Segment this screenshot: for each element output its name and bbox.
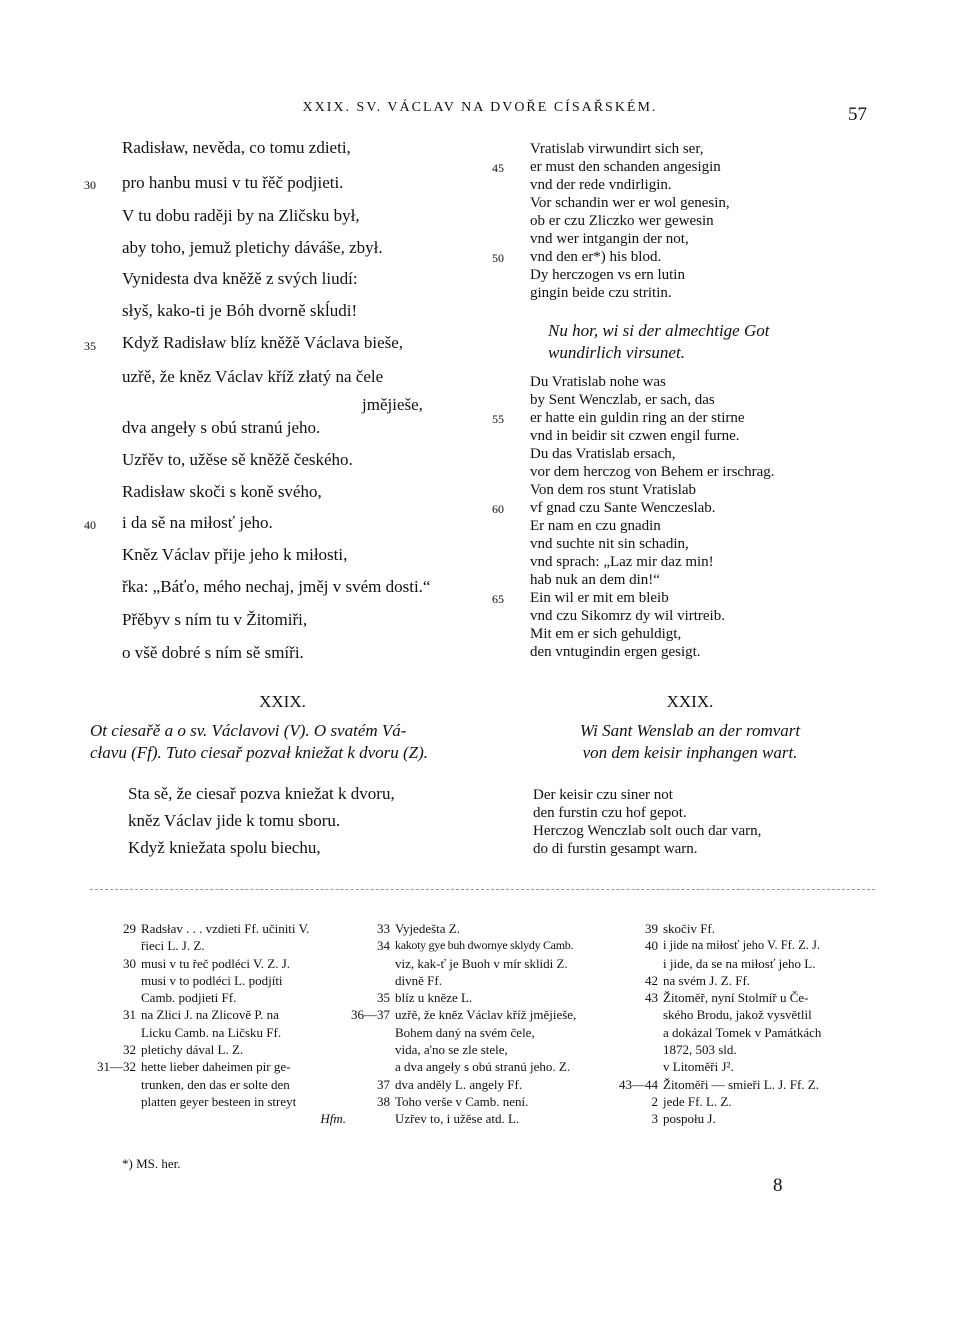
footnote-number: 32 bbox=[123, 1042, 136, 1058]
footnote-row bbox=[612, 1041, 882, 1058]
footnote-number bbox=[612, 955, 658, 972]
footnote-row bbox=[84, 989, 346, 1006]
footnotes-column-1 bbox=[84, 920, 346, 1128]
footnote-row bbox=[346, 1006, 636, 1023]
verse-line: do di furstin gesampt warn. bbox=[533, 841, 698, 857]
verse-line: vnd suchte nit sin schadin, bbox=[530, 536, 689, 552]
line-number: 35 bbox=[84, 339, 96, 353]
footnote-text: Žitoměři — smieři L. J. Ff. Z. bbox=[663, 1076, 819, 1092]
running-title: XXIX. SV. VÁCLAV NA DVOŘE CÍSAŘSKÉM. bbox=[302, 100, 658, 115]
verse-line: vnd wer intgangin der not, bbox=[530, 231, 689, 247]
verse-line: Vratislab virwundirt sich ser, bbox=[530, 141, 704, 157]
footnote-row bbox=[346, 955, 636, 972]
footnote-text: ského Brodu, jakož vysvětlil bbox=[663, 1007, 812, 1023]
footnote-number: 43—44 bbox=[619, 1076, 658, 1092]
verse-line: Ein wil er mit em bleib bbox=[530, 590, 669, 606]
footnote-row bbox=[346, 1093, 636, 1110]
footnote-row bbox=[346, 1024, 636, 1041]
verse-line: řka: „Báťo, mého nechaj, jměj v svém dosti.“ bbox=[122, 577, 431, 596]
verse-line: dva angeły s obú stranú jeho. bbox=[122, 418, 321, 437]
footnote-text: jede Ff. L. Z. bbox=[663, 1093, 732, 1109]
verse-line: Uzřěv to, užěse sě kněžě českého. bbox=[122, 450, 353, 469]
footnote-number bbox=[346, 1110, 390, 1127]
footnote-number: 34 bbox=[377, 938, 390, 954]
footnote-number: 38 bbox=[377, 1093, 390, 1109]
footnote-text: platten geyer besteen in streyt bbox=[141, 1093, 297, 1109]
footnote-number: 30 bbox=[123, 955, 136, 971]
footnote-number bbox=[346, 972, 390, 989]
verse-line: Du Vratislab nohe was bbox=[530, 374, 666, 390]
footnote-number bbox=[346, 1058, 390, 1075]
footnote-row bbox=[84, 1093, 346, 1110]
footnote-text: i jide, da se na miłosť jeho L. bbox=[663, 955, 816, 971]
footnote-number: 29 bbox=[123, 921, 136, 936]
footnote-text: Toho verše v Camb. není. bbox=[395, 1093, 529, 1109]
signature-mark: 8 bbox=[773, 1175, 783, 1196]
verse-line: Když kniežata spolu biechu, bbox=[128, 838, 321, 857]
footnotes-column-3 bbox=[612, 920, 882, 1128]
verse-line: Der keisir czu siner not bbox=[533, 787, 673, 803]
footnote-row bbox=[612, 972, 882, 989]
verse-line: aby toho, jemuž pletichy dáváše, zbył. bbox=[122, 238, 383, 257]
verse-line: o všě dobré s ním sě smíři. bbox=[122, 643, 304, 662]
verse-line: V tu dobu raději by na Zličsku był, bbox=[122, 206, 360, 225]
footnote-row bbox=[84, 1006, 346, 1023]
line-number: 50 bbox=[492, 251, 504, 265]
subtitle-line: von dem keisir inphangen wart. bbox=[582, 743, 798, 762]
footnote-number: 31 bbox=[123, 1007, 136, 1023]
footnote-row bbox=[612, 1006, 882, 1023]
verse-line: er hatte ein guldin ring an der stirne bbox=[530, 410, 745, 426]
verse-line: den furstin czu hof gepot. bbox=[533, 805, 687, 821]
footnote-number bbox=[84, 1110, 136, 1127]
footnote-text: pletichy dával L. Z. bbox=[141, 1042, 244, 1058]
line-number: 45 bbox=[492, 161, 504, 175]
section-title-german: XXIX. bbox=[666, 692, 714, 711]
footnote-text: musi v tu řeč podléci V. Z. J. bbox=[141, 955, 291, 971]
footnote-number bbox=[84, 1093, 136, 1110]
verse-line: vnd in beidir sit czwen engil furne. bbox=[530, 428, 740, 444]
footnote-text: v Litoměři J². bbox=[663, 1059, 734, 1075]
verse-line: Er nam en czu gnadin bbox=[530, 518, 661, 534]
footnote-row bbox=[346, 1041, 636, 1058]
footnote-number: 2 bbox=[651, 1093, 658, 1109]
footnote-row bbox=[346, 920, 636, 937]
verse-line: ob er czu Zliczko wer gewesin bbox=[530, 213, 714, 229]
section-body-czech bbox=[128, 780, 395, 861]
verse-line: Du das Vratislab ersach, bbox=[530, 446, 676, 462]
verse-line: kněz Václav jide k tomu sboru. bbox=[128, 811, 341, 830]
verse-line: Radisław skoči s koně svého, bbox=[122, 482, 322, 501]
footnote-number bbox=[346, 1024, 390, 1041]
footnote-row bbox=[84, 1024, 346, 1041]
footnote-row bbox=[612, 937, 882, 954]
verse-line: gingin beide czu stritin. bbox=[530, 285, 672, 301]
footnote-number bbox=[84, 989, 136, 1006]
footnote-number bbox=[346, 955, 390, 972]
line-number: 40 bbox=[84, 518, 96, 532]
footnote-text: uzřě, že kněz Václav kříž jmějieše, bbox=[395, 1007, 577, 1023]
verse-line: Herczog Wenczlab solt ouch dar varn, bbox=[533, 823, 762, 839]
footnote-row bbox=[84, 937, 346, 954]
footnote-text: Bohem daný na svém čele, bbox=[395, 1024, 535, 1040]
footnote-text: divně Ff. bbox=[395, 972, 442, 988]
footnote-row bbox=[346, 937, 636, 954]
footnote-number bbox=[84, 1024, 136, 1041]
footnote-row bbox=[84, 920, 346, 937]
footnote-number: 37 bbox=[377, 1076, 390, 1092]
footnote-number: 40 bbox=[645, 938, 658, 954]
verse-line: vnd sprach: „Laz mir daz min! bbox=[530, 554, 714, 570]
verse-line: vor dem herczog von Behem er irschrag. bbox=[530, 464, 775, 480]
footnote-text: trunken, den das er solte den bbox=[141, 1076, 290, 1092]
footnote-number bbox=[612, 1058, 658, 1075]
footnote-row bbox=[84, 955, 346, 972]
section-subtitle-czech bbox=[90, 720, 475, 764]
footnote-row bbox=[346, 1110, 636, 1127]
footnote-text: blíz u kněze L. bbox=[395, 990, 473, 1006]
verse-line: vnd der rede vndirligin. bbox=[530, 177, 672, 193]
footnote-row bbox=[84, 1076, 346, 1093]
footnote-row bbox=[84, 1041, 346, 1058]
footnote-text: Uzřev to, i užěse atd. L. bbox=[395, 1111, 520, 1127]
verse-line: Radisław, nevěda, co tomu zdieti, bbox=[122, 138, 351, 157]
footnote-row bbox=[346, 989, 636, 1006]
footnote-text: Camb. podjieti Ff. bbox=[141, 990, 237, 1006]
footnote-number bbox=[612, 1006, 658, 1023]
verse-line: Vor schandin wer er wol genesin, bbox=[530, 195, 730, 211]
footnote-row bbox=[612, 955, 882, 972]
footnote-row bbox=[612, 1110, 882, 1127]
footnote-text: i jide na miłosť jeho V. Ff. Z. J. bbox=[663, 938, 820, 953]
subtitle-line: cłavu (Ff). Tuto ciesař pozvał kniežat k dvoru (Z). bbox=[90, 743, 429, 762]
verse-line: wundirlich virsunet. bbox=[548, 343, 685, 362]
section-subtitle-german bbox=[530, 720, 850, 764]
footnote-text: na Zlici J. na Zlicově P. na bbox=[141, 1007, 279, 1023]
page-number: 57 bbox=[848, 104, 867, 125]
footnote-text: řieci L. J. Z. bbox=[141, 938, 205, 954]
verse-line: Mit em er sich gehuldigt, bbox=[530, 626, 682, 642]
footnote-row bbox=[612, 1093, 882, 1110]
footnote-row bbox=[612, 1058, 882, 1075]
verse-line: jmějieše, bbox=[362, 395, 423, 414]
footnote-row bbox=[612, 1076, 882, 1093]
footnote-number bbox=[84, 1076, 136, 1093]
subtitle-line: Ot ciesařě a o sv. Václavovi (V). O svatém Vá- bbox=[90, 721, 407, 740]
footnote-row bbox=[84, 972, 346, 989]
footnote-number bbox=[346, 1041, 390, 1058]
section-body-german bbox=[533, 786, 761, 858]
line-number: 65 bbox=[492, 592, 504, 606]
line-number: 30 bbox=[84, 178, 96, 192]
footnote-row bbox=[612, 920, 882, 937]
verse-line: Když Radisław blíz kněžě Václava bieše, bbox=[122, 333, 404, 352]
footnote-text: a dva angeły s obú stranú jeho. Z. bbox=[395, 1059, 571, 1075]
verse-line: Vynidesta dva kněžě z svých liudí: bbox=[122, 269, 358, 288]
footnote-text: Hfm. bbox=[320, 1111, 346, 1127]
footnote-text: pospołu J. bbox=[663, 1111, 716, 1127]
verse-line: Nu hor, wi si der almechtige Got bbox=[548, 321, 770, 340]
footnote-number: 36—37 bbox=[351, 1007, 390, 1023]
verse-line: Sta sě, že ciesař pozva kniežat k dvoru, bbox=[128, 784, 395, 803]
footnote-number: 35 bbox=[377, 990, 390, 1006]
verse-line: hab nuk an dem din!“ bbox=[530, 572, 660, 588]
footnote-number: 33 bbox=[377, 921, 390, 936]
verse-line: uzřě, že kněz Václav kříž złatý na čele bbox=[122, 367, 384, 386]
line-number: 60 bbox=[492, 502, 504, 516]
footnote-number: 3 bbox=[651, 1111, 658, 1127]
verse-line: den vntugindin ergen gesigt. bbox=[530, 644, 701, 660]
asterisk-footnote: *) MS. her. bbox=[122, 1156, 181, 1171]
line-number: 55 bbox=[492, 412, 504, 426]
footnote-row bbox=[84, 1110, 346, 1127]
footnote-text: na svém J. Z. Ff. bbox=[663, 972, 751, 988]
footnote-text: hette lieber daheimen pir ge- bbox=[141, 1059, 291, 1075]
footnote-text: viz, kak-ť je Buoh v mír sklidi Z. bbox=[395, 955, 568, 971]
footnote-row bbox=[346, 1076, 636, 1093]
footnote-text: skočiv Ff. bbox=[663, 921, 715, 936]
footnote-number: 43 bbox=[645, 990, 658, 1006]
verse-line: słyš, kako-ti je Bóh dvorně skĺudi! bbox=[122, 301, 358, 320]
footnote-row bbox=[612, 1024, 882, 1041]
footnote-row bbox=[346, 1058, 636, 1075]
verse-line: vf gnad czu Sante Wenczeslab. bbox=[530, 500, 716, 516]
footnote-text: vida, a'no se zle stele, bbox=[395, 1042, 508, 1058]
footnote-number: 31—32 bbox=[97, 1059, 136, 1075]
section-title-czech: XXIX. bbox=[259, 692, 306, 711]
footnote-number bbox=[612, 1024, 658, 1041]
footnote-row bbox=[612, 989, 882, 1006]
footnote-text: musi v to podléci L. podjíti bbox=[141, 972, 283, 988]
verse-line: vnd czu Sikomrz dy wil virtreib. bbox=[530, 608, 725, 624]
verse-line: by Sent Wenczlab, er sach, das bbox=[530, 392, 715, 408]
footnote-row bbox=[346, 972, 636, 989]
verse-line: i da sě na miłosť jeho. bbox=[122, 513, 273, 532]
footnote-number: 39 bbox=[645, 921, 658, 936]
footnote-number: 42 bbox=[645, 972, 658, 988]
footnote-text: Radsłav . . . vzdieti Ff. učiniti V. bbox=[141, 921, 310, 936]
footnote-text: Licku Camb. na Ličsku Ff. bbox=[141, 1024, 282, 1040]
footnote-number bbox=[84, 972, 136, 989]
footnote-number bbox=[84, 937, 136, 954]
footnote-text: Žitoměř, nyní Stolmíř u Če- bbox=[663, 990, 809, 1006]
footnote-text: 1872, 503 sld. bbox=[663, 1042, 737, 1058]
footnote-text: Vyjedešta Z. bbox=[395, 921, 460, 936]
footnote-text: a dokázal Tomek v Památkách bbox=[663, 1024, 822, 1040]
verse-line: Dy herczogen vs ern lutin bbox=[530, 267, 685, 283]
footnote-text: dva anděly L. angely Ff. bbox=[395, 1076, 523, 1092]
verse-line: pro hanbu musi v tu řěč podjieti. bbox=[122, 173, 344, 192]
verse-line: er must den schanden angesigin bbox=[530, 159, 721, 175]
footnote-row bbox=[84, 1058, 346, 1075]
verse-line: vnd den er*) his blod. bbox=[530, 249, 662, 265]
subtitle-line: Wi Sant Wenslab an der romvart bbox=[579, 721, 801, 740]
verse-line: Přěbyv s ním tu v Žitomiři, bbox=[122, 610, 308, 629]
footnote-divider bbox=[90, 889, 875, 890]
footnotes-column-2 bbox=[346, 920, 636, 1128]
verse-line: Von dem ros stunt Vratislab bbox=[530, 482, 697, 498]
footnote-text: kakoty gye buh dwornye sklydy Camb. bbox=[395, 938, 574, 953]
verse-line: Kněz Václav přije jeho k miłosti, bbox=[122, 545, 348, 564]
footnote-number bbox=[612, 1041, 658, 1058]
